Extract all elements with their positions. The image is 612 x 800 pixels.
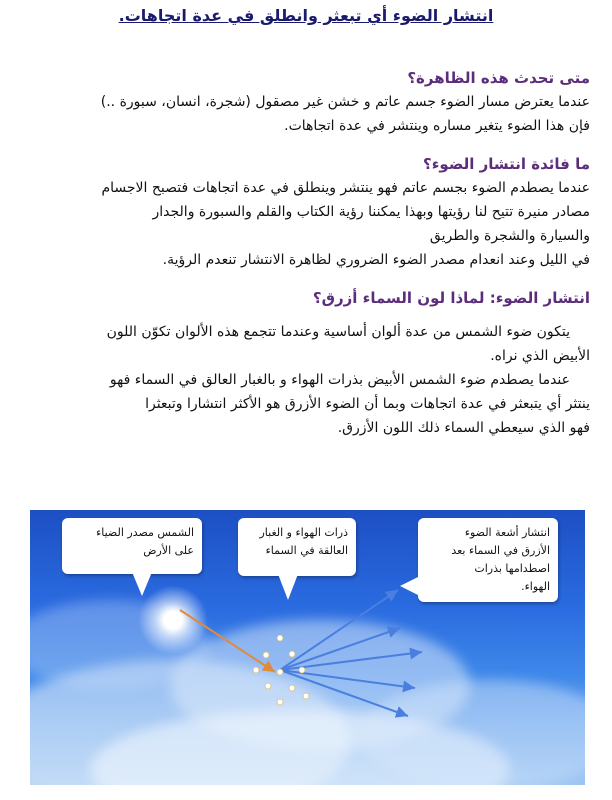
callout-line: اصطدامها بذرات [474, 562, 550, 575]
callout-sun [62, 518, 202, 574]
paragraph-line: عندما يصطدم ضوء الشمس الأبيض بذرات الهواء و بالغبار العالق في السماء فهو [109, 372, 570, 388]
scattered-ray [280, 628, 400, 670]
section-benefit [20, 152, 590, 272]
air-particles [253, 635, 309, 705]
paragraph-line: والسيارة والشجرة والطريق [429, 228, 590, 244]
paragraph-line: مصادر منيرة تتيح لنا رؤيتها وبهذا يمكننا رؤية الكتاب والقلم والسبورة والجدار [152, 204, 590, 220]
callout-blue-scattering [418, 518, 558, 602]
callout-line: الأزرق في السماء بعد [451, 544, 550, 557]
callout-line: العالقة في السماء [265, 544, 348, 557]
callout-line: الهواء. [521, 580, 550, 593]
paragraph-line: عندما يصطدم الضوء بجسم عاتم فهو ينتشر وينطلق في عدة اتجاهات فتصبح الاجسام [101, 180, 590, 196]
section-blue-sky [20, 286, 590, 440]
page-title: انتشار الضوء أي تبعثر وانطلق في عدة اتجاهات. [118, 6, 494, 25]
paragraph-line: فهو الذي سيعطي السماء ذلك اللون الأزرق. [337, 420, 590, 436]
paragraph-line: عندما يعترض مسار الضوء جسم عاتم و خشن غير مصقول (شجرة، انسان، سبورة ..) [100, 94, 590, 110]
sky-scattering-illustration [30, 510, 585, 785]
callout-line: ذرات الهواء و الغبار [259, 526, 348, 539]
callout-line: على الأرض [143, 544, 194, 557]
section-heading: انتشار الضوء: لماذا لون السماء أزرق؟ [312, 289, 590, 307]
callout-line: الشمس مصدر الضياء [96, 526, 194, 539]
callout-air-particles [238, 518, 356, 576]
paragraph-line: ينتثر أي يتبعثر في عدة اتجاهات وبما أن الضوء الأزرق هو الأكثر انتشارا وتبعثرا [145, 396, 590, 412]
sunlight-ray [180, 610, 275, 672]
paragraph-line: في الليل وعند انعدام مصدر الضوء الضروري لظاهرة الانتشار تنعدم الرؤية. [162, 252, 590, 268]
paragraph-line: الأبيض الذي نراه. [490, 348, 590, 364]
scattered-ray [280, 670, 408, 716]
callout-line: انتشار أشعة الضوء [464, 526, 550, 539]
section-when [20, 66, 590, 138]
paragraph-line: فإن هذا الضوء يتغير مساره وينتشر في عدة اتجاهات. [284, 118, 590, 134]
paragraph-line: يتكون ضوء الشمس من عدة ألوان أساسية وعندما تتجمع هذه الألوان تكوّن اللون [106, 324, 570, 340]
section-heading: متى تحدث هذه الظاهرة؟ [407, 69, 590, 87]
section-heading: ما فائدة انتشار الضوء؟ [423, 155, 590, 173]
